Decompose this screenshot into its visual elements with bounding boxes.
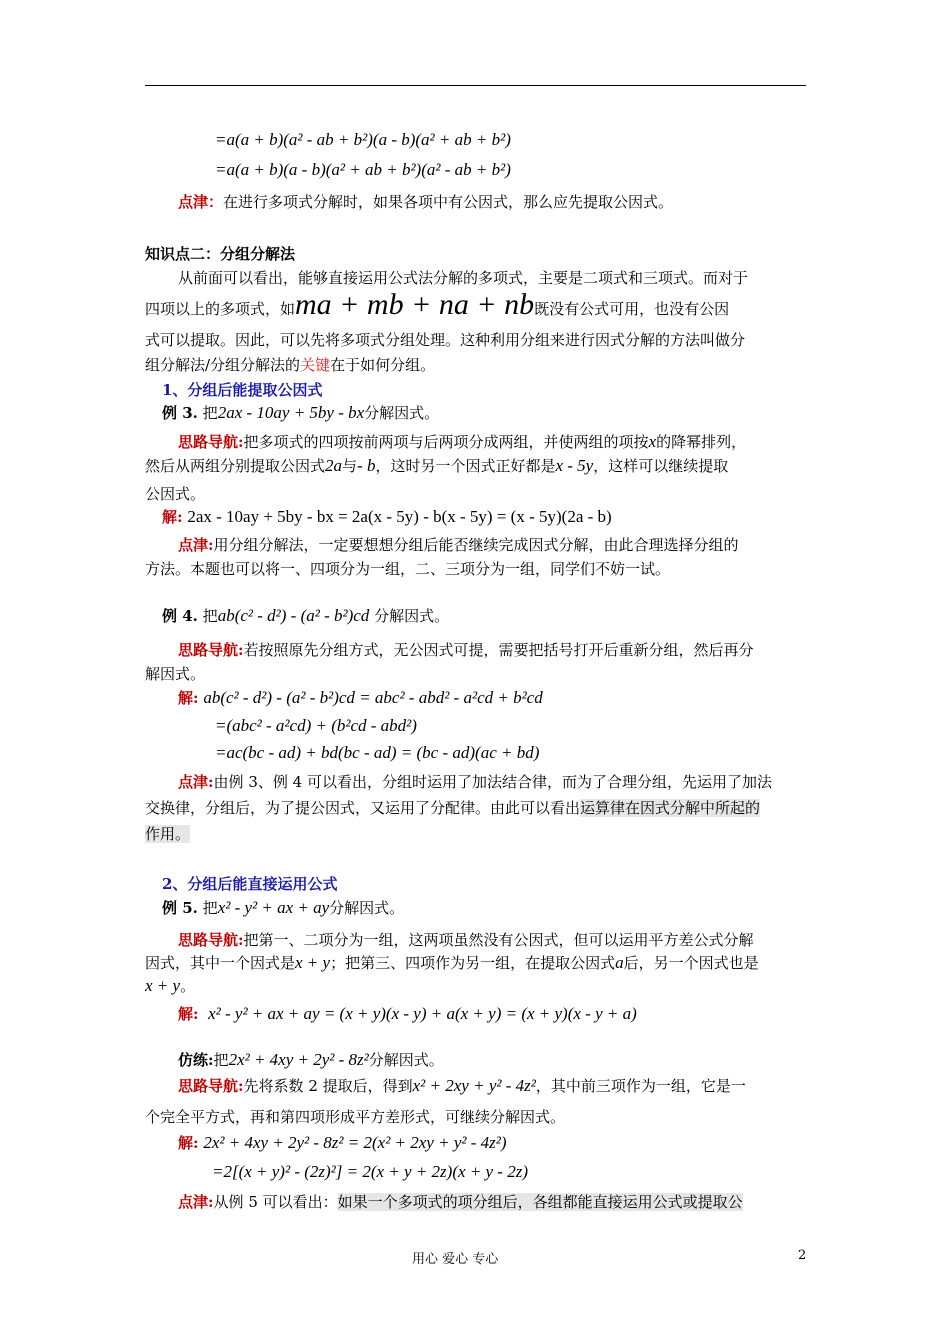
tip-line: 交换律，分组后，为了提公因式，又运用了分配律。由此可以看出运算律在因式分解中所起的	[145, 799, 761, 817]
subsection-heading: 1、分组后能提取公因式	[162, 381, 323, 399]
tip-line	[145, 822, 190, 846]
solution-line: 解: 2ax - 10ay + 5by - bx = 2a(x - 5y) - b(x - 5y) = (x - 5y)(2a - b)	[162, 507, 612, 526]
hint-line: 思路导航:先将系数 2 提取后，得到x² + 2xy + y² - 4z²，其中前三项作为一组，它是一	[178, 1076, 746, 1095]
hint-line: x + y。	[145, 976, 196, 995]
hint-line: 思路导航:把多项式的四项按前两项与后两项分成两组，并使两组的项按x的降幂排列，	[178, 432, 747, 451]
hint-line: 公因式。	[145, 485, 206, 503]
paragraph-line: 式可以提取。因此，可以先将多项式分组处理。这种利用分组来进行因式分解的方法叫做分	[145, 331, 746, 349]
tip-line: 点津:由例 3、例 4 可以看出，分组时运用了加法结合律，而为了合理分组，先运用了加法	[178, 773, 772, 791]
example-4-statement: 例 4. 把ab(c² - d²) - (a² - b²)cd 分解因式。	[162, 606, 450, 625]
hint-line: 解因式。	[145, 665, 206, 683]
example-5-statement: 例 5. 把x² - y² + ax + ay分解因式。	[162, 898, 405, 917]
equation-line: =a(a + b)(a - b)(a² + ab + b²)(a² - ab + b²)	[215, 160, 511, 179]
paragraph-line: 从前面可以看出，能够直接运用公式法分解的多项式，主要是二项式和三项式。而对于	[178, 269, 749, 287]
big-expression: ma + mb + na + nb	[295, 288, 535, 321]
paragraph-line: 组分解法/分组分解法的关键在于如何分组。	[145, 356, 436, 374]
solution-line: 解: 2x² + 4xy + 2y² - 8z² = 2(x² + 2xy + y² - 4z²)	[178, 1133, 507, 1152]
solution-line: =ac(bc - ad) + bd(bc - ad) = (bc - ad)(ac + bd)	[215, 743, 540, 762]
solution-line: =2[(x + y)² - (2z)²] = 2(x + y + 2z)(x + y - 2z)	[212, 1162, 528, 1181]
footer-slogan: 用心 爱心 专心	[412, 1252, 499, 1267]
tip-line: 点津:从例 5 可以看出：如果一个多项式的项分组后，各组都能直接运用公式或提取公	[178, 1193, 743, 1211]
hint-line: 个完全平方式，再和第四项形成平方差形式，可继续分解因式。	[145, 1108, 566, 1126]
hint-line: 思路导航:把第一、二项分为一组，这两项虽然没有公因式，但可以运用平方差公式分解	[178, 931, 754, 949]
paragraph-line: 四项以上的多项式，如ma + mb + na + nb既没有公式可用，也没有公因	[145, 288, 730, 321]
equation-line: =a(a + b)(a² - ab + b²)(a - b)(a² + ab + b²)	[215, 130, 511, 149]
tip-label: 点津：	[178, 193, 224, 211]
header-rule	[145, 85, 806, 86]
hint-line: 然后从两组分别提取公因式2a与- b，这时另一个因式正好都是x - 5y，这样可以继续提取	[145, 456, 729, 475]
example-3-statement: 例 3. 把2ax - 10ay + 5by - bx分解因式。	[162, 403, 440, 422]
tip-line: 点津:用分组分解法，一定要想想分组后能否继续完成因式分解，由此合理选择分组的	[178, 536, 739, 554]
page-number: 2	[798, 1248, 807, 1263]
tip-text: 在进行多项式分解时，如果各项中有公因式，那么应先提取公因式。	[223, 193, 674, 211]
tip-paragraph	[178, 190, 673, 214]
solution-line: 解: x² - y² + ax + ay = (x + y)(x - y) + a(x + y) = (x + y)(x - y + a)	[178, 1004, 637, 1023]
keyword-highlight: 关键	[300, 356, 331, 374]
solution-line: =(abc² - a²cd) + (b²cd - abd²)	[215, 716, 417, 735]
practice-statement: 仿练:把2x² + 4xy + 2y² - 8z²分解因式。	[178, 1050, 444, 1069]
solution-line: 解: ab(c² - d²) - (a² - b²)cd = abc² - abd² - a²cd + b²cd	[178, 688, 543, 707]
tip-line: 方法。本题也可以将一、四项分为一组，二、三项分为一组，同学们不妨一试。	[145, 560, 671, 578]
hint-line: 思路导航:若按照原先分组方式，无公因式可提，需要把括号打开后重新分组，然后再分	[178, 641, 754, 659]
subsection-heading: 2、分组后能直接运用公式	[162, 875, 338, 893]
section-heading: 知识点二：分组分解法	[145, 245, 296, 263]
hint-line: 因式，其中一个因式是x + y；把第三、四项作为另一组，在提取公因式a后，另一个因式也是	[145, 953, 759, 972]
highlight-text: 作用。	[145, 825, 191, 843]
highlight-text: 如果一个多项式的项分组后，各组都能直接运用公式或提取公	[337, 1193, 743, 1211]
highlight-text: 运算律在因式分解中所起的	[580, 799, 761, 817]
